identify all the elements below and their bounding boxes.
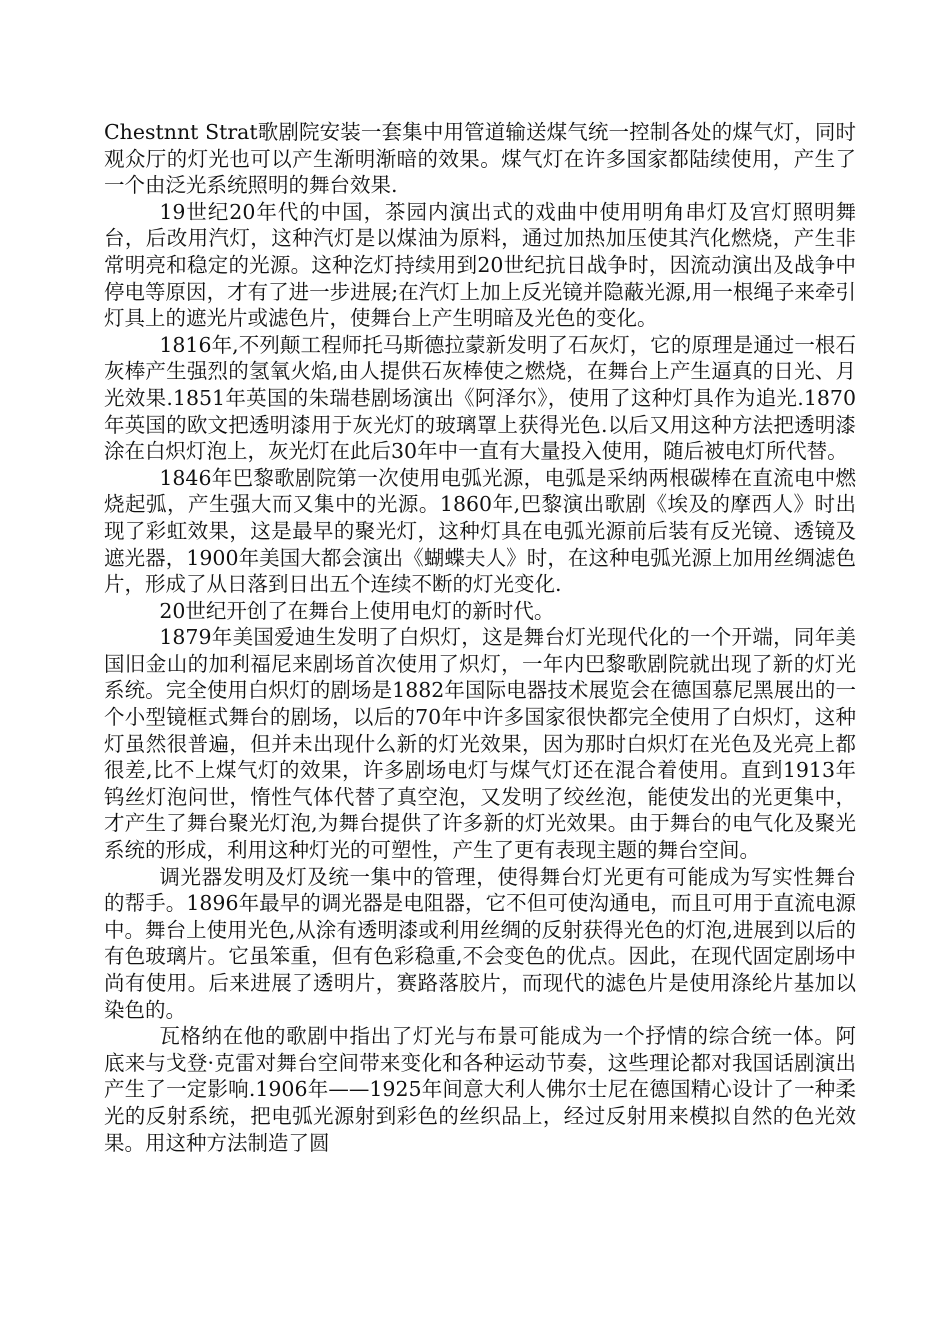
paragraph-arc-light: 1846年巴黎歌剧院第一次使用电弧光源，电弧是采纳两根碳棒在直流电中燃烧起弧，产生强大而又集中的光源。1860年,巴黎演出歌剧《埃及的摩西人》时出现了彩虹效果，这是最早的聚光灯，这种灯具在电弧光源前后装有反光镜、透镜及遮光器，1900年美国大都会演出《蝴蝶夫人》时，在这种电弧光源上加用丝绸滤色片，形成了从日落到日出五个连续不断的灯光变化. xyxy=(104,465,856,597)
paragraph-dimmer: 调光器发明及灯及统一集中的管理，使得舞台灯光更有可能成为写实性舞台的帮手。1896年最早的调光器是电阻器，它不但可使沟通电，而且可用于直流电源中。舞台上使用光色,从涂有透明漆或利用丝绸的反射获得光色的灯泡,进展到以后的有色玻璃片。它虽笨重，但有色彩稳重,不会变色的优点。因此，在现代固定剧场中尚有使用。后来进展了透明片，赛路落胶片，而现代的滤色片是使用涤纶片基加以染色的。 xyxy=(104,864,856,1022)
paragraph-limelight: 1816年,不列颠工程师托马斯德拉蒙新发明了石灰灯，它的原理是通过一根石灰棒产生强烈的氢氧火焰,由人提供石灰棒使之燃烧，在舞台上产生逼真的日光、月光效果.1851年英国的朱瑞巷剧场演出《阿泽尔》，使用了这种灯具作为追光.1870年英国的欧文把透明漆用于灰光灯的玻璃罩上获得光色.以后又用这种方法把透明漆涂在白炽灯泡上，灰光灯在此后30年中一直有大量投入使用，随后被电灯所代替。 xyxy=(104,332,856,464)
paragraph-electric-era: 20世纪开创了在舞台上使用电灯的新时代。 xyxy=(159,598,555,623)
document-body xyxy=(104,119,856,1156)
paragraph-incandescent: 1879年美国爱迪生发明了白炽灯，这是舞台灯光现代化的一个开端，同年美国旧金山的加利福尼来剧场首次使用了炽灯，一年内巴黎歌剧院就出现了新的灯光系统。完全使用白炽灯的剧场是1882年国际电器技术展览会在德国慕尼黑展出的一个小型镜框式舞台的剧场，以后的70年中许多国家很快都完全使用了白炽灯，这种灯虽然很普遍，但并未出现什么新的灯光效果，因为那时白炽灯在光色及光亮上都很差,比不上煤气灯的效果，许多剧场电灯与煤气灯还在混合着使用。直到1913年钨丝灯泡问世，惰性气体代替了真空泡，又发明了绞丝泡，能使发出的光更集中，才产生了舞台聚光灯泡,为舞台提供了许多新的灯光效果。由于舞台的电气化及聚光系统的形成，利用这种灯光的可塑性，产生了更有表现主题的舞台空间。 xyxy=(104,625,856,863)
paragraph-china-vapor-lamp: 19世纪20年代的中国，茶园内演出式的戏曲中使用明角串灯及宫灯照明舞台，后改用汽灯，这种汽灯是以煤油为原料，通过加热加压使其汽化燃烧，产生非常明亮和稳定的光源。这种汔灯持续用到20世纪抗日战争时，因流动演出及战争中停电等原因，才有了进一步进展;在汽灯上加上反光镜并隐蔽光源,用一根绳子来牵引灯具上的遮光片或滤色片，使舞台上产生明暗及光色的变化。 xyxy=(104,199,856,331)
paragraph-gas-lighting: Chestnnt Strat歌剧院安装一套集中用管道输送煤气统一控制各处的煤气灯，同时观众厅的灯光也可以产生渐明渐暗的效果。煤气灯在许多国家都陆续使用，产生了一个由泛光系统照明的舞台效果. xyxy=(104,120,856,198)
paragraph-wagner: 瓦格纳在他的歌剧中指出了灯光与布景可能成为一个抒情的综合统一体。阿底来与戈登·克雷对舞台空间带来变化和各种运动节奏，这些理论都对我国话剧演出产生了一定影响.1906年——1925年间意大利人佛尔士尼在德国精心设计了一种柔光的反射系统，把电弧光源射到彩色的丝织品上，经过反射用来模拟自然的色光效果。用这种方法制造了圆 xyxy=(104,1024,856,1155)
